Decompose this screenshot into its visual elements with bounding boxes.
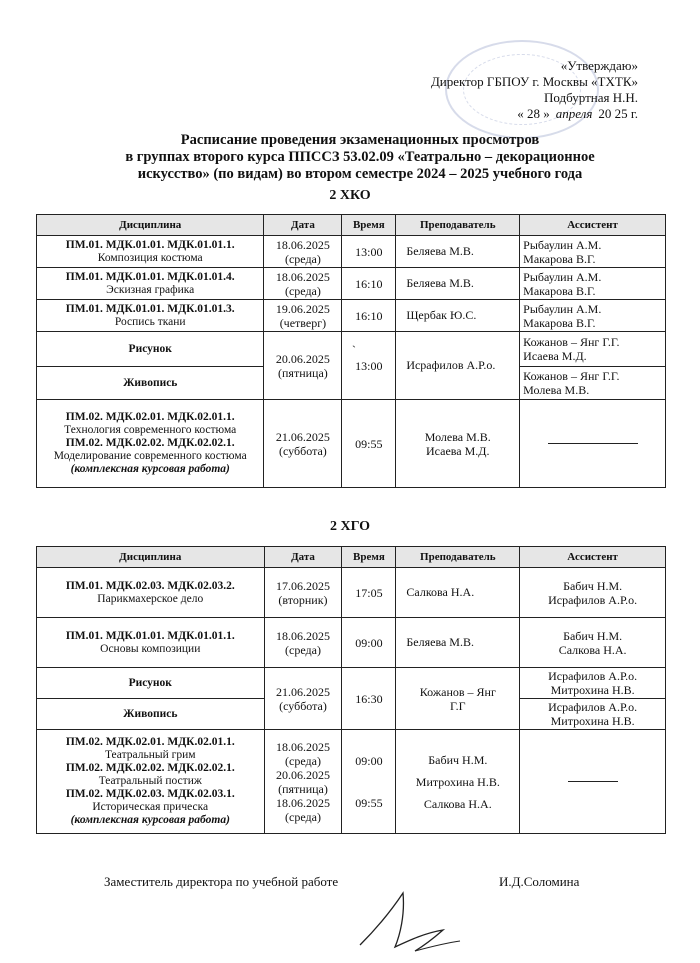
teacher-name: Исаева М.Д. (425, 443, 490, 458)
exam-weekday: (среда) (284, 251, 321, 266)
exam-weekday: (среда) (284, 283, 321, 298)
teacher-name: Беляева М.В. (396, 268, 520, 300)
teacher-name: Беляева М.В. (396, 236, 520, 268)
teacher-name: Беляева М.В. (396, 618, 520, 668)
assistant-name: Бабич Н.М. (563, 628, 623, 643)
discipline-name: Рисунок (128, 676, 172, 689)
exam-date: 20.06.2025 (275, 767, 330, 782)
approval-signer: Подбуртная Н.Н. (544, 90, 638, 105)
signature-position: Заместитель директора по учебной работе (104, 874, 339, 889)
approval-title: «Утверждаю» (560, 58, 638, 73)
teacher-name: Митрохина Н.В. (415, 774, 500, 789)
exam-time: 17:05 (342, 568, 396, 618)
discipline-name: Композиция костюма (97, 251, 203, 264)
header-assistant: Ассистент (520, 215, 666, 236)
exam-date: 18.06.2025 (275, 269, 330, 284)
teacher-name: Салкова Н.А. (396, 568, 520, 618)
assistant-name: Рыбаулин А.М. (523, 301, 602, 316)
assistant-name: Исаева М.Д. (523, 349, 587, 363)
discipline-code: ПМ.02. МДК.02.01. МДК.02.01.1. (65, 736, 235, 748)
schedule-table-1 (36, 214, 666, 488)
exam-date: 18.06.2025 (275, 628, 330, 643)
approval-date (431, 106, 638, 122)
course-work-note: (комплексная курсовая работа) (70, 463, 230, 475)
header-time: Время (342, 547, 396, 568)
discipline-name: Моделирование современного костюма (53, 450, 247, 462)
exam-date: 19.06.2025 (275, 301, 330, 316)
exam-date: 18.06.2025 (275, 795, 330, 810)
assistant-name: Исрафилов А.Р.о. (548, 700, 638, 714)
discipline-name: Живопись (123, 376, 178, 389)
approval-director: Директор ГБПОУ г. Москвы «ТХТК» (430, 74, 638, 89)
exam-weekday: (среда) (285, 809, 321, 824)
header-date: Дата (264, 215, 342, 236)
table-row (37, 400, 666, 488)
exam-time: 16:10 (342, 268, 396, 300)
teacher-name: Щербак Ю.С. (396, 300, 520, 332)
assistant-name: Митрохина Н.В. (550, 683, 635, 697)
table-row (37, 668, 666, 699)
discipline-code: ПМ.01. МДК.01.01. МДК.01.01.1. (65, 238, 235, 251)
teacher-name: Салкова Н.А. (423, 796, 492, 811)
assistant-name: Исрафилов А.Р.о. (548, 592, 638, 607)
table-header-row (37, 547, 666, 568)
table-row (37, 730, 666, 834)
discipline-code: ПМ.01. МДК.02.03. МДК.02.03.2. (65, 579, 235, 592)
exam-time: 09:00 (355, 753, 383, 768)
exam-weekday: (среда) (285, 642, 321, 657)
assistant-name: Макарова В.Г. (523, 251, 596, 266)
teacher-name: Исрафилов А.Р.о. (396, 332, 520, 400)
handwritten-signature (355, 885, 465, 955)
header-teacher: Преподаватель (396, 547, 520, 568)
table-row (37, 300, 666, 332)
exam-date: 21.06.2025 (275, 429, 330, 444)
exam-time: 09:55 (355, 795, 383, 810)
discipline-code: ПМ.02. МДК.02.03. МДК.02.03.1. (65, 788, 235, 800)
exam-date: 18.06.2025 (275, 237, 330, 252)
exam-weekday: (вторник) (278, 592, 328, 607)
exam-time: 16:30 (342, 668, 396, 730)
discipline-name: Живопись (123, 707, 178, 720)
exam-weekday: (суббота) (279, 443, 327, 458)
discipline-name: Роспись ткани (114, 315, 186, 328)
approval-month: апреля (555, 106, 593, 121)
assistant-name: Молева М.В. (523, 383, 590, 397)
assistant-name: Макарова В.Г. (523, 315, 596, 330)
discipline-name: Театральный постиж (98, 775, 202, 787)
table-header-row (37, 215, 666, 236)
discipline-code: ПМ.02. МДК.02.02. МДК.02.02.1. (65, 437, 235, 449)
exam-weekday: (пятница) (278, 781, 328, 796)
assistant-name: Кожанов – Янг Г.Г. (523, 369, 620, 383)
course-work-note: (комплексная курсовая работа) (70, 814, 230, 826)
discipline-code: ПМ.02. МДК.02.01. МДК.02.01.1. (65, 411, 235, 423)
assistant-name: Митрохина Н.В. (550, 714, 635, 728)
header-date: Дата (264, 547, 342, 568)
discipline-name: Рисунок (128, 342, 172, 355)
discipline-code: ПМ.01. МДК.01.01. МДК.01.01.3. (65, 302, 235, 315)
discipline-name: Технология современного костюма (64, 424, 237, 436)
header-time: Время (342, 215, 396, 236)
approval-day: « 28 » (517, 106, 550, 121)
assistant-name: Рыбаулин А.М. (523, 237, 602, 252)
assistant-name: Рыбаулин А.М. (523, 269, 602, 284)
teacher-name: Г.Г (450, 698, 466, 713)
teacher-name: Бабич Н.М. (428, 752, 488, 767)
stray-mark: ˎ (352, 334, 356, 348)
table-row (37, 236, 666, 268)
discipline-name: Парикмахерское дело (97, 592, 204, 605)
assistant-name: Салкова Н.А. (558, 642, 627, 657)
assistant-name: Кожанов – Янг Г.Г. (523, 335, 620, 349)
header-discipline: Дисциплина (37, 547, 265, 568)
exam-date: 17.06.2025 (275, 578, 330, 593)
title-line-1: Расписание проведения экзаменационных просмотров (180, 132, 540, 148)
approval-year: 20 25 г. (598, 106, 638, 121)
discipline-name: Театральный грим (104, 749, 196, 761)
exam-date: 21.06.2025 (275, 684, 330, 699)
table-row (37, 268, 666, 300)
schedule-table-2 (36, 546, 666, 834)
discipline-name: Основы композиции (100, 642, 201, 655)
approval-block (431, 58, 638, 122)
teacher-name: Молева М.В. (424, 429, 491, 444)
teacher-name: Кожанов – Янг (419, 684, 496, 699)
no-assistant-dash (568, 781, 618, 782)
discipline-code: ПМ.01. МДК.01.01. МДК.01.01.1. (65, 629, 235, 642)
discipline-name: Историческая прическа (92, 801, 209, 813)
group-title-2: 2 ХГО (329, 519, 371, 534)
table-row (37, 568, 666, 618)
exam-time: 16:10 (342, 300, 396, 332)
exam-weekday: (четверг) (279, 315, 327, 330)
header-teacher: Преподаватель (396, 215, 520, 236)
exam-weekday: (пятница) (278, 365, 328, 380)
exam-time: 13:00 (342, 236, 396, 268)
signature-name: И.Д.Соломина (499, 874, 580, 889)
header-discipline: Дисциплина (37, 215, 264, 236)
discipline-code: ПМ.01. МДК.01.01. МДК.01.01.4. (65, 270, 235, 283)
header-assistant: Ассистент (520, 547, 666, 568)
exam-date: 18.06.2025 (275, 739, 330, 754)
group-title-1: 2 ХКО (329, 188, 371, 203)
discipline-name: Эскизная графика (106, 283, 195, 296)
table-row (37, 332, 666, 367)
assistant-name: Бабич Н.М. (563, 578, 623, 593)
exam-time: 13:00 (342, 332, 396, 400)
table-row (37, 618, 666, 668)
exam-date: 20.06.2025 (275, 351, 330, 366)
assistant-name: Макарова В.Г. (523, 283, 596, 298)
title-line-2: в группах второго курса ППССЗ 53.02.09 «Театрально – декорационное (125, 149, 595, 165)
assistant-name: Исрафилов А.Р.о. (548, 669, 638, 683)
exam-time: 09:00 (342, 618, 396, 668)
no-assistant-dash (548, 443, 638, 444)
exam-time: 09:55 (342, 400, 396, 488)
document-title (90, 132, 630, 183)
title-line-3: искусство» (по видам) во втором семестре 2024 – 2025 учебного года (137, 166, 583, 182)
exam-weekday: (суббота) (279, 698, 327, 713)
exam-weekday: (среда) (285, 753, 321, 768)
discipline-code: ПМ.02. МДК.02.02. МДК.02.02.1. (65, 762, 235, 774)
